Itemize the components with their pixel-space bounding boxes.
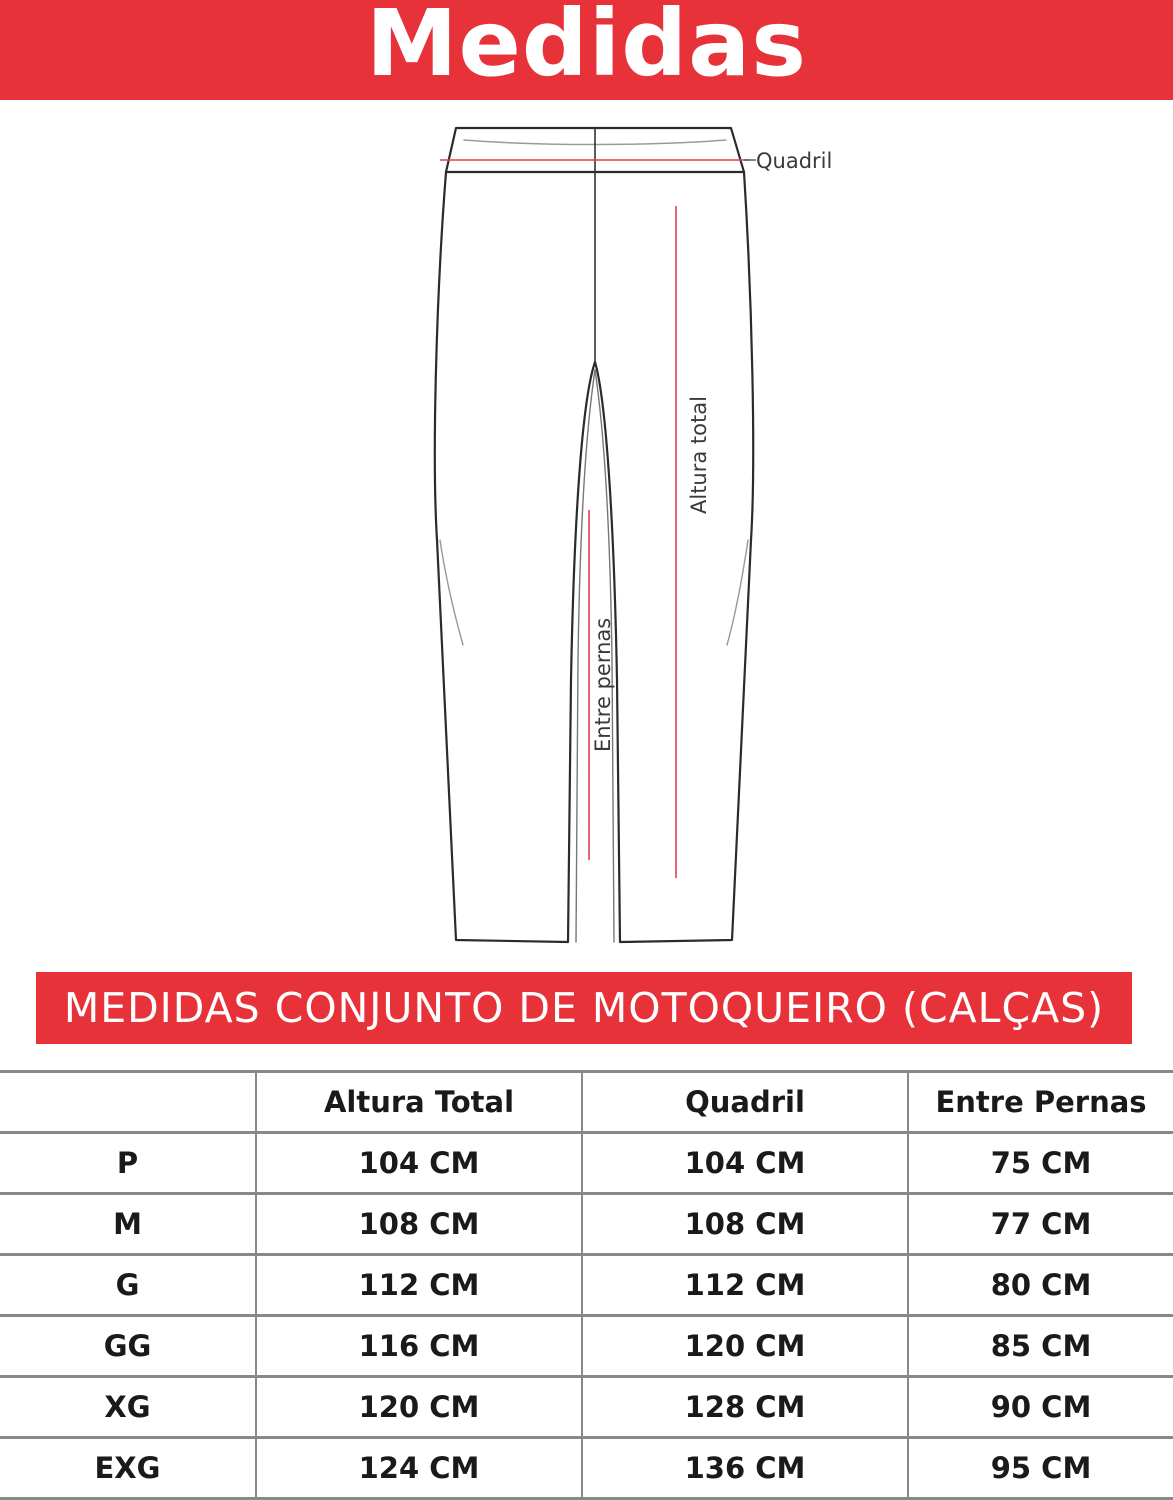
total-height-cell: 108 CM bbox=[256, 1194, 582, 1255]
pants-illustration bbox=[0, 100, 1173, 970]
hip-cell: 120 CM bbox=[582, 1316, 908, 1377]
left-leg-outline bbox=[435, 172, 595, 942]
subtitle: MEDIDAS CONJUNTO DE MOTOQUEIRO (CALÇAS) bbox=[63, 983, 1105, 1032]
hip-cell: 128 CM bbox=[582, 1377, 908, 1438]
size-cell: EXG bbox=[0, 1438, 256, 1499]
hip-cell: 104 CM bbox=[582, 1133, 908, 1194]
hip-cell: 112 CM bbox=[582, 1255, 908, 1316]
hip-cell: 108 CM bbox=[582, 1194, 908, 1255]
inseam-cell: 90 CM bbox=[908, 1377, 1173, 1438]
hip-cell: 136 CM bbox=[582, 1438, 908, 1499]
size-cell: XG bbox=[0, 1377, 256, 1438]
total-height-cell: 104 CM bbox=[256, 1133, 582, 1194]
total-height-label: Altura total bbox=[687, 396, 711, 514]
table-row bbox=[0, 1194, 1173, 1255]
table-header-row bbox=[0, 1072, 1173, 1133]
size-cell: P bbox=[0, 1133, 256, 1194]
left-knee-shade bbox=[440, 540, 463, 645]
size-chart-table bbox=[0, 1070, 1173, 1500]
right-knee-shade bbox=[727, 540, 748, 645]
title-banner bbox=[0, 0, 1173, 100]
total-height-cell: 120 CM bbox=[256, 1377, 582, 1438]
column-header-total-height: Altura Total bbox=[256, 1072, 582, 1133]
column-header-size bbox=[0, 1072, 256, 1133]
right-leg-outline bbox=[595, 172, 753, 942]
hip-label: Quadril bbox=[756, 149, 833, 173]
total-height-cell: 124 CM bbox=[256, 1438, 582, 1499]
total-height-cell: 116 CM bbox=[256, 1316, 582, 1377]
size-cell: G bbox=[0, 1255, 256, 1316]
page-title: Medidas bbox=[365, 0, 808, 97]
inseam-cell: 77 CM bbox=[908, 1194, 1173, 1255]
table-row bbox=[0, 1377, 1173, 1438]
inseam-cell: 85 CM bbox=[908, 1316, 1173, 1377]
table-row bbox=[0, 1316, 1173, 1377]
subtitle-banner bbox=[36, 972, 1132, 1044]
inseam-label: Entre pernas bbox=[591, 617, 615, 752]
table-row bbox=[0, 1255, 1173, 1316]
size-cell: M bbox=[0, 1194, 256, 1255]
total-height-cell: 112 CM bbox=[256, 1255, 582, 1316]
inseam-cell: 75 CM bbox=[908, 1133, 1173, 1194]
inseam-cell: 80 CM bbox=[908, 1255, 1173, 1316]
column-header-hip: Quadril bbox=[582, 1072, 908, 1133]
pants-diagram bbox=[0, 100, 1173, 970]
table-row bbox=[0, 1438, 1173, 1499]
table-row bbox=[0, 1133, 1173, 1194]
column-header-inseam: Entre Pernas bbox=[908, 1072, 1173, 1133]
inseam-cell: 95 CM bbox=[908, 1438, 1173, 1499]
size-cell: GG bbox=[0, 1316, 256, 1377]
